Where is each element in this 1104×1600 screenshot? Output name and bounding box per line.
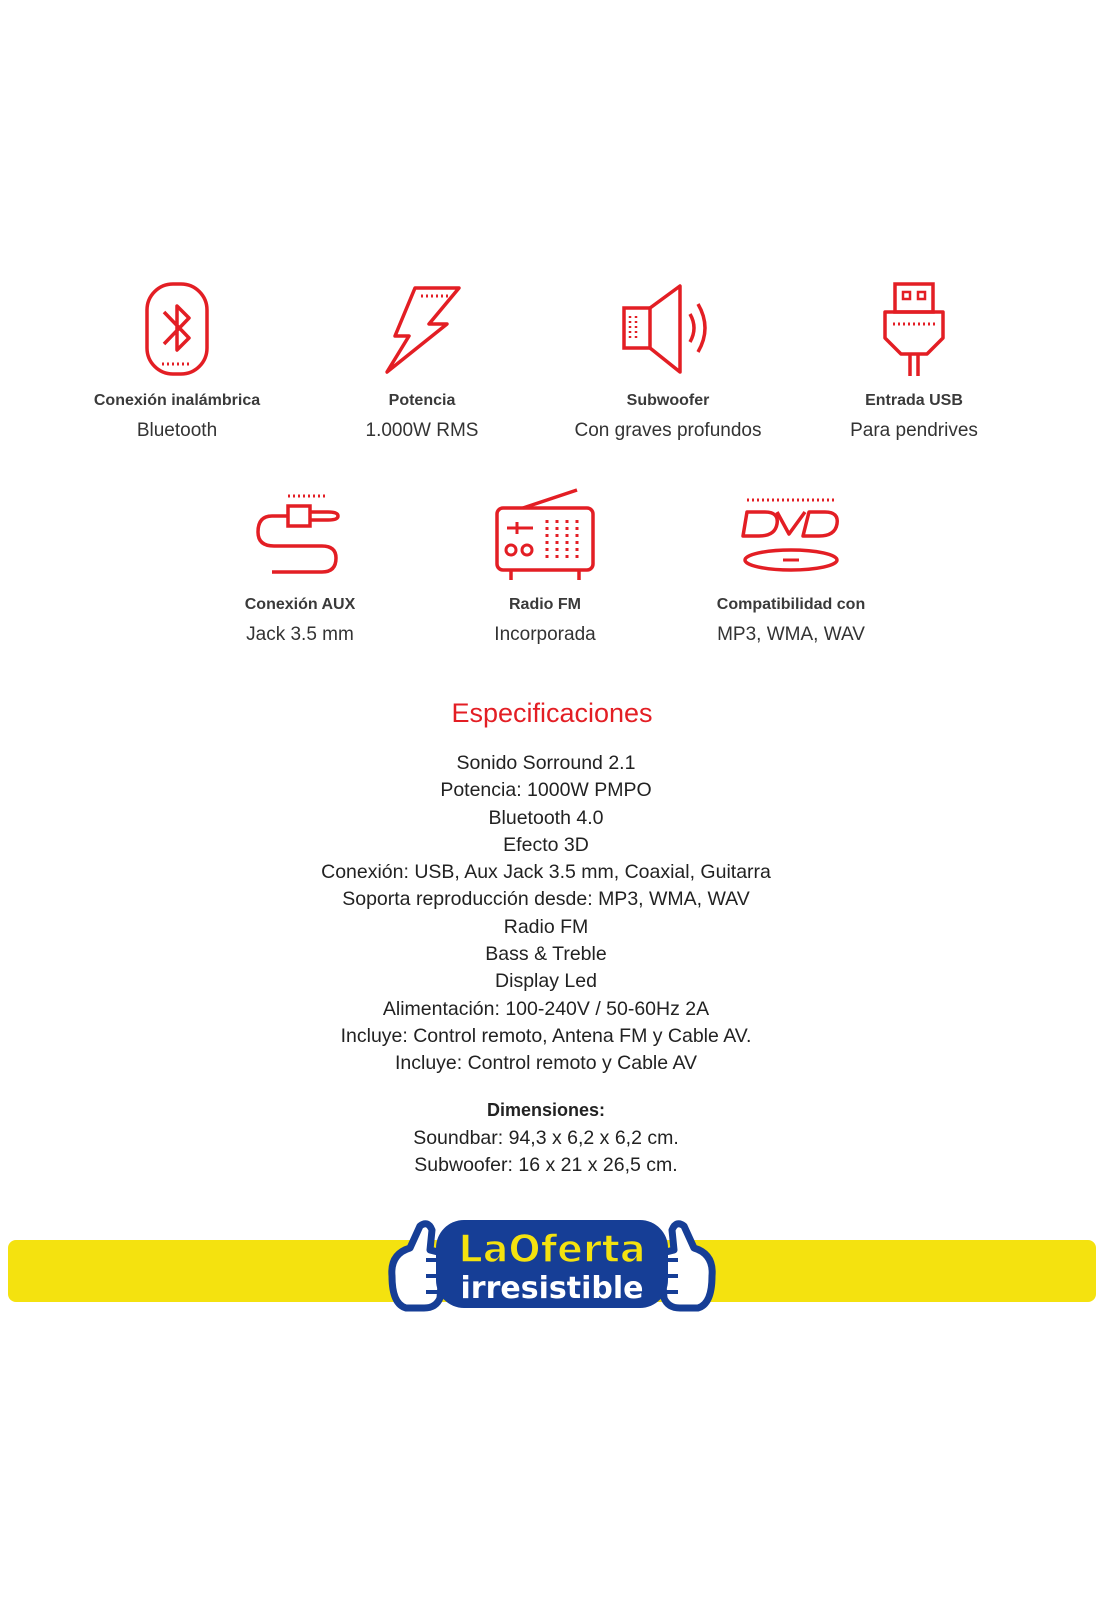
feature-subtitle: MP3, WMA, WAV xyxy=(717,624,865,645)
logo-line2: irresistible xyxy=(460,1271,644,1306)
feature-usb xyxy=(794,280,1034,442)
feature-dvd xyxy=(671,488,911,646)
feature-title: Radio FM xyxy=(509,596,581,613)
spec-item: Potencia: 1000W PMPO xyxy=(440,779,652,802)
feature-power xyxy=(302,280,542,442)
feature-subtitle: Para pendrives xyxy=(850,420,978,441)
spec-item: Incluye: Control remoto, Antena FM y Cable AV. xyxy=(340,1024,752,1047)
la-oferta-irresistible-logo xyxy=(386,1214,718,1314)
feature-aux xyxy=(180,488,420,646)
specs-list xyxy=(0,750,1092,1078)
thumbs-up-icon-right xyxy=(661,1224,713,1308)
feature-title: Conexión inalámbrica xyxy=(93,392,261,409)
usb-icon xyxy=(879,280,949,378)
dvd-icon xyxy=(739,488,843,582)
thumbs-up-icon-left xyxy=(392,1224,444,1308)
spec-item: Conexión: USB, Aux Jack 3.5 mm, Coaxial, Guitarra xyxy=(321,861,771,884)
logo-line1: LaOferta xyxy=(458,1227,646,1271)
aux-cable-icon xyxy=(252,488,348,582)
spec-item: Sonido Sorround 2.1 xyxy=(456,752,636,774)
feature-title: Potencia xyxy=(388,392,456,409)
feature-title: Conexión AUX xyxy=(244,596,356,613)
dimension-item: Subwoofer: 16 x 21 x 26,5 cm. xyxy=(414,1154,678,1177)
feature-subtitle: Jack 3.5 mm xyxy=(246,624,354,645)
feature-bluetooth xyxy=(57,280,297,442)
radio-icon xyxy=(493,488,597,582)
spec-item: Efecto 3D xyxy=(503,833,589,856)
feature-subtitle: Con graves profundos xyxy=(574,420,762,441)
feature-subwoofer xyxy=(548,280,788,442)
feature-subtitle: Incorporada xyxy=(494,624,596,645)
speaker-icon xyxy=(618,280,718,378)
feature-subtitle: 1.000W RMS xyxy=(365,420,479,441)
spec-item: Soporta reproducción desde: MP3, WMA, WAV xyxy=(342,888,750,911)
lightning-icon xyxy=(379,280,465,378)
bluetooth-icon xyxy=(142,280,212,378)
specs-title: Especificaciones xyxy=(451,698,653,728)
feature-subtitle: Bluetooth xyxy=(136,420,218,441)
dimensions-heading: Dimensiones: xyxy=(486,1100,606,1120)
feature-title: Subwoofer xyxy=(626,392,710,409)
dimension-item: Soundbar: 94,3 x 6,2 x 6,2 cm. xyxy=(413,1127,679,1149)
spec-item: Incluye: Control remoto y Cable AV xyxy=(394,1052,698,1075)
feature-title: Entrada USB xyxy=(865,392,963,409)
feature-radio xyxy=(425,488,665,646)
spec-item: Radio FM xyxy=(503,915,589,938)
spec-item: Bass & Treble xyxy=(485,943,607,966)
spec-item: Display Led xyxy=(495,970,597,993)
dimensions-list xyxy=(0,1125,1092,1180)
spec-item: Bluetooth 4.0 xyxy=(488,806,604,829)
feature-title: Compatibilidad con xyxy=(716,596,866,613)
spec-item: Alimentación: 100-240V / 50-60Hz 2A xyxy=(382,997,710,1020)
